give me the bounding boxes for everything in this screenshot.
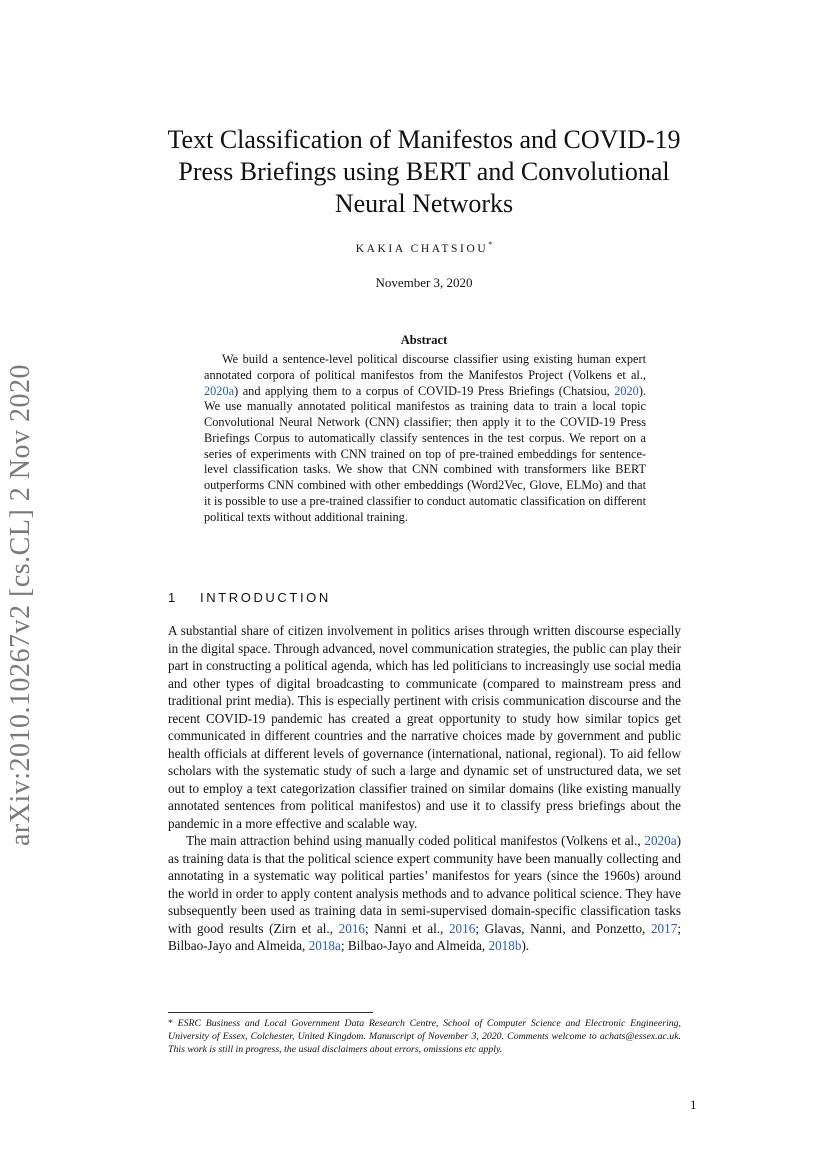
body-paragraph: A substantial share of citizen involvement in politics arises through written discourse especially in the digital space. Through advanced, novel communication strategies, the public can play their part in constructing a political agenda, which has led politicians to increasingly use social media and other types of digital broadcasting to communicate (compared to mainstream press and traditional print media). This is especially pertinent with crisis communication discourse and the recent COVID-19 pandemic has created a great opportunity to study how similar topics get communicated in different countries and the narrative choices made by government and public health officials at different levels of governance (international, national, regional). To aid fellow scholars with the systematic study of such a large and dynamic set of unstructured data, we set out to employ a text categorization classifier trained on similar domains (like existing manually annotated sentences from political manifestos) and use it to classify press briefings about the pandemic in a more effective and scalable way. (168, 623, 681, 831)
body-text: ) as training data is that the political science expert community have been manually collecting and annotating in a systematic way political parties’ manifestos for years (since the 1960s) around the world in order to apply content analysis methods and to advance political science. They have subsequently been used as training data in semi-supervised domain-specific classification tasks with good results (Zirn et al., (168, 833, 681, 936)
paper-title (140, 124, 708, 220)
abstract-body (204, 352, 646, 525)
body-text: ; Bilbao-Jayo and Almeida, (340, 938, 489, 953)
body-text: The main attraction behind using manually coded political manifestos (Volkens et al., (186, 833, 645, 848)
section-body (168, 622, 681, 955)
footnote-text: ESRC Business and Local Government Data Research Centre, School of Computer Science and Electronic Engineering, University of Essex, Colchester, United Kingdom. Manuscript of November 3, 2020. Comments welcome to achats@essex.ac.uk. This work is still in progress, the usual disclaimers about errors, omissions etc apply. (168, 1018, 681, 1055)
footnote-marker: * (168, 1018, 173, 1029)
section-title: INTRODUCTION (200, 590, 331, 605)
citation-link[interactable]: 2018a (308, 938, 341, 953)
citation-link[interactable]: 2020a (644, 833, 677, 848)
body-text: ; Bilbao-Jayo and Almeida, (168, 920, 681, 953)
body-paragraph (168, 832, 681, 955)
title-line-3: Neural Networks (334, 189, 514, 218)
abstract-text: ). We use manually annotated political manifestos as training data to train a local topic Convolutional Neural Network (CNN) classifier; then apply it to the COVID-19 Press Briefings Corpus to automatically classify sentences in the test corpus. We report on a series of experiments with CNN trained on top of pre-trained embeddings for sentence-level classification tasks. We show that CNN combined with transformers like BERT outperforms CNN combined with other embeddings (Word2Vec, Glove, ELMo) and that it is possible to use a pre-trained classifier to conduct automatic classification on different political texts without additional training. (204, 383, 646, 524)
arxiv-identifier-text: arXiv:2010.10267v2 [cs.CL] 2 Nov 2020 (5, 363, 36, 847)
citation-link[interactable]: 2020a (204, 383, 235, 398)
author-footnote-marker[interactable]: * (488, 240, 493, 249)
citation-link[interactable]: 2018b (488, 938, 522, 953)
page-number: 1 (690, 1097, 697, 1112)
title-line-2: Press Briefings using BERT and Convolutional (178, 157, 670, 186)
author-name: KAKIA CHATSIOU (355, 242, 489, 255)
footnote (168, 1017, 681, 1056)
footnote-divider (168, 1012, 373, 1013)
citation-link[interactable]: 2020 (614, 383, 639, 398)
title-line-1: Text Classification of Manifestos and COVID-19 (167, 125, 681, 154)
citation-link[interactable]: 2016 (448, 920, 476, 936)
citation-link[interactable]: 2017 (650, 920, 678, 936)
abstract-text: We build a sentence-level political discourse classifier using existing human expert annotated corpora of political manifestos from the Manifestos Project (Volkens et al., (204, 352, 646, 382)
arxiv-identifier-stamp (0, 0, 36, 847)
body-text: ). (521, 938, 530, 953)
abstract-text: ) and applying them to a corpus of COVID-19 Press Briefings (Chatsiou, (234, 383, 615, 398)
body-text: ; Nanni et al., (365, 920, 449, 936)
section-number: 1 (168, 590, 176, 605)
author-line (140, 240, 708, 255)
abstract-heading: Abstract (400, 333, 448, 347)
section-heading (168, 590, 331, 605)
citation-link[interactable]: 2016 (338, 920, 365, 936)
publication-date: November 3, 2020 (375, 275, 473, 290)
body-text: ; Glavas, Nanni, and Ponzetto, (475, 920, 651, 936)
